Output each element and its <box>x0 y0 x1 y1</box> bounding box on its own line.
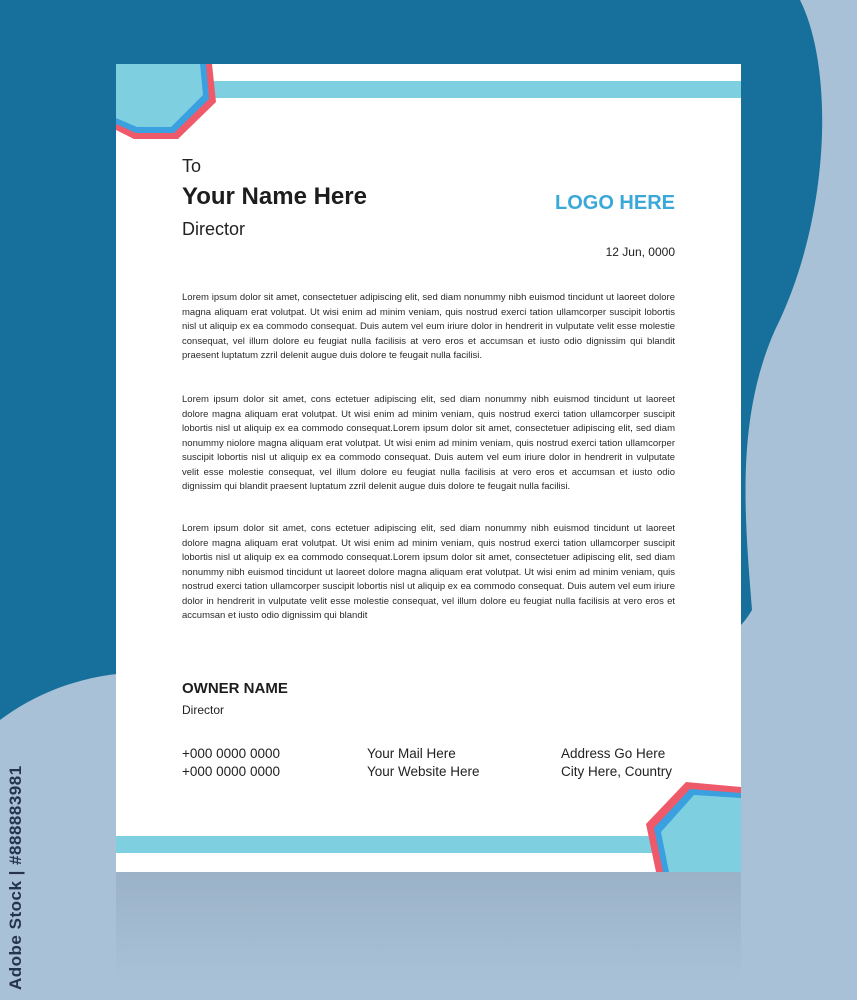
bottom-right-hexagon-corner <box>646 782 741 872</box>
body-paragraph: Lorem ipsum dolor sit amet, cons ectetuer adipiscing elit, sed diam nonummy nibh euismod tincidunt ut laoreet dolore magna aliquam erat volutpat. Ut wisi enim ad minim veniam, quis nostrud exerci tation ullamcorper suscipit lobortis nisl ut aliquip ex ea commodo consequat.Lorem ipsum dolor sit amet, consectetuer adipiscing elit, sed diam nonummy nibh euismod tincidunt ut laoreet dolore magna aliquam erat volutpat. Ut wisi enim ad minim veniam, quis nostrud exerci tation ullamcorper suscipit lobortis nisl ut aliquip ex ea commodo consequat. Duis autem vel eum iriure dolor in hendrerit in vulputate velit esse molestie consequat, vel illum dolore eu feugiat nulla facilisis at vero eros et accumsan et iusto odio dignissim qui blandit <box>182 523 675 621</box>
website-text: Your Website Here <box>367 764 480 779</box>
owner-title: Director <box>182 703 225 717</box>
owner-name: OWNER NAME <box>182 680 288 697</box>
stock-id-watermark <box>6 760 30 990</box>
contact-address <box>561 745 672 781</box>
contact-web <box>367 745 480 781</box>
phone-number: +000 0000 0000 <box>182 746 280 761</box>
page-shadow <box>116 872 741 982</box>
address-line: Address Go Here <box>561 746 666 761</box>
body-paragraph: Lorem ipsum dolor sit amet, cons ectetuer adipiscing elit, sed diam nonummy nibh euismod tincidunt ut laoreet dolore magna aliquam erat volutpat. Ut wisi enim ad minim veniam, quis nostrud exerci tation ullamcorper suscipit lobortis nisl ut aliquip ex ea commodo consequat.Lorem ipsum dolor sit amet, consectetuer adipiscing elit, sed diam nonummy niolore magna aliquam erat volutpat. Ut wisi enim ad minim veniam, quis nostrud exerci tation ullamcorper suscipit lobortis nisl ut aliquip ex ea commodo consequat. Duis autem vel eum iriure dolor in hendrerit in vulputate velit esse molestie consequat, vel illum dolore eu feugiat nulla facilisis at vero eros et accumsan et iusto odio dignissim qui blandit praesent luptatum zzril delenit augue duis dolore te feugait nulla facilisi. <box>182 394 675 492</box>
contact-phones <box>182 745 280 781</box>
phone-number: +000 0000 0000 <box>182 764 280 779</box>
email-text: Your Mail Here <box>367 746 456 761</box>
stock-id-text: Adobe Stock | #888883981 <box>6 765 25 990</box>
logo-placeholder: LOGO HERE <box>554 192 675 214</box>
to-label: To <box>182 156 202 176</box>
recipient-name: Your Name Here <box>182 183 367 210</box>
letter-date: 12 Jun, 0000 <box>605 245 675 259</box>
letterhead-page <box>116 64 741 872</box>
recipient-title: Director <box>182 219 246 239</box>
city-line: City Here, Country <box>561 764 673 779</box>
top-left-hexagon-corner <box>116 64 216 139</box>
body-paragraph: Lorem ipsum dolor sit amet, consectetuer adipiscing elit, sed diam nonummy nibh euismod tincidunt ut laoreet dolore magna aliquam erat volutpat. Ut wisi enim ad minim veniam, quis nostrud exerci tation ullamcorper suscipit lobortis nisl ut aliquip ex ea commodo consequat. Duis autem vel eum iriure dolor in hendrerit in vulputate velit esse molestie consequat, vel illum dolore eu feugiat nulla facilisis at vero eros et accumsan et iusto odio dignissim qui blandit praesent luptatum zzril delenit augue duis dolore te feugait nulla facilisi. <box>182 292 675 361</box>
